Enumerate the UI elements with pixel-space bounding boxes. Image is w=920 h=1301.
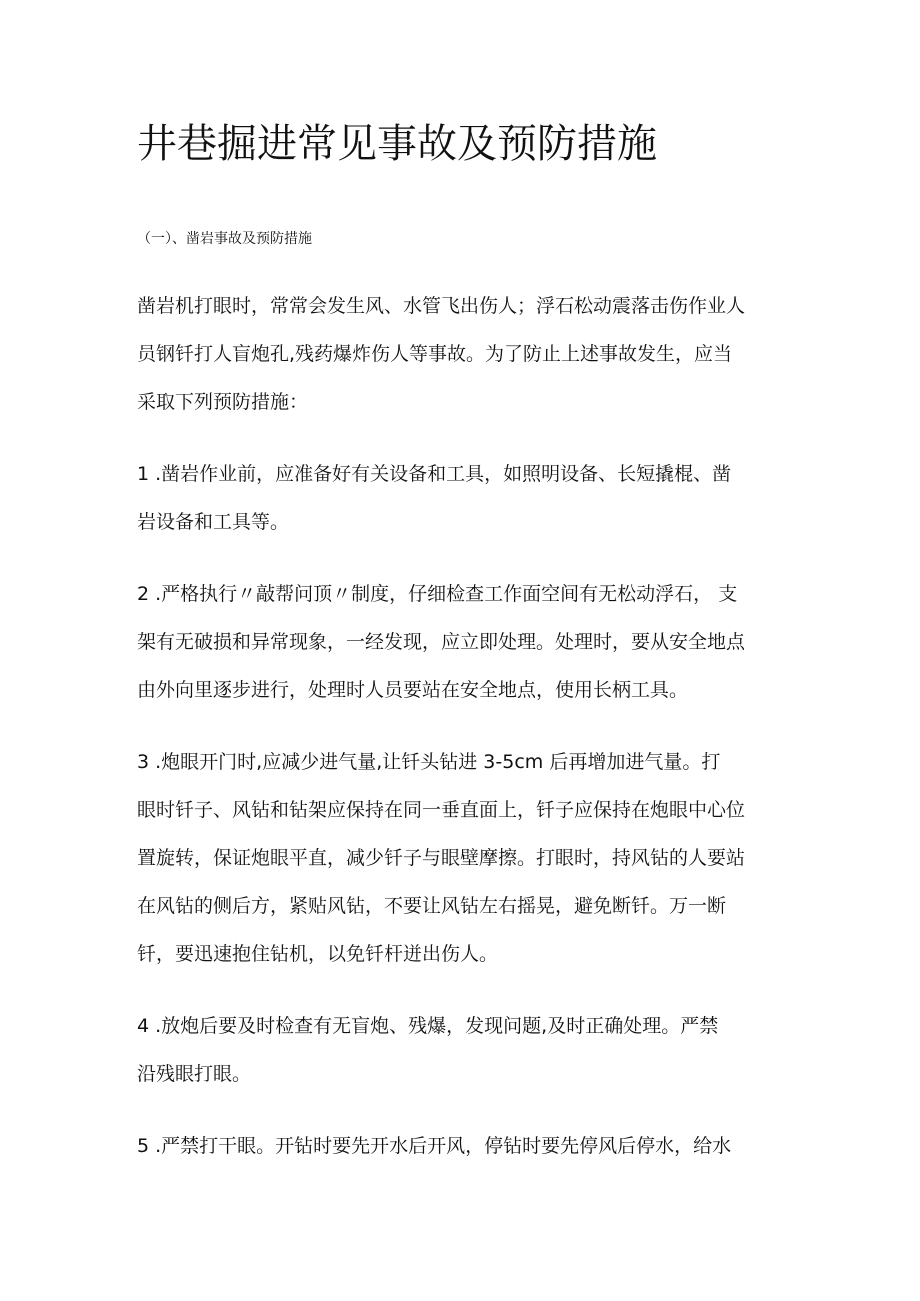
paragraph-line: 置旋转，保证炮眼平直，减少钎子与眼壁摩擦。打眼时，持风钻的人要站	[137, 847, 746, 869]
paragraph-line: 钎，要迅速抱住钻机，以免钎杆迸出伤人。	[137, 943, 499, 965]
paragraph-line: 1 .凿岩作业前，应准备好有关设备和工具，如照明设备、长短撬棍、凿	[137, 463, 732, 485]
measure-item-3	[137, 738, 787, 978]
measure-item-5	[137, 1122, 787, 1170]
paragraph-line: 员钢钎打人盲炮孔,残药爆炸伤人等事故。为了防止上述事故发生，应当	[137, 343, 733, 365]
paragraph-line: 5 .严禁打干眼。开钻时要先开水后开风，停钻时要先停风后停水，给水	[137, 1135, 732, 1157]
intro-paragraph	[137, 282, 787, 426]
measure-item-2	[137, 570, 787, 714]
paragraph-line: 眼时钎子、风钻和钻架应保持在同一垂直面上，钎子应保持在炮眼中心位	[137, 799, 746, 821]
paragraph-line: 在风钻的侧后方，紧贴风钻，不要让风钻左右摇晃，避免断钎。万一断	[137, 895, 727, 917]
document-title: 井巷掘进常见事故及预防措施	[137, 121, 657, 167]
measure-item-1	[137, 450, 787, 546]
paragraph-line: 由外向里逐步进行，处理时人员要站在安全地点，使用长柄工具。	[137, 679, 689, 701]
paragraph-line: 2 .严格执行〃敲帮问顶〃制度，仔细检查工作面空间有无松动浮石， 支	[137, 583, 738, 605]
paragraph-line: 架有无破损和异常现象，一经发现，应立即处理。处理时，要从安全地点	[137, 631, 746, 653]
paragraph-line: 4 .放炮后要及时检查有无盲炮、残爆，发现问题,及时正确处理。严禁	[137, 1015, 719, 1037]
paragraph-line: 岩设备和工具等。	[137, 511, 290, 533]
section-heading: （一）、凿岩事故及预防措施	[137, 231, 312, 247]
paragraph-line: 采取下列预防措施：	[137, 391, 309, 413]
paragraph-line: 3 .炮眼开门时,应减少进气量,让钎头钻进 3-5cm 后再增加进气量。打	[137, 751, 721, 773]
paragraph-line: 凿岩机打眼时，常常会发生风、水管飞出伤人；浮石松动震落击伤作业人	[137, 295, 746, 317]
paragraph-line: 沿残眼打眼。	[137, 1063, 252, 1085]
measure-item-4	[137, 1002, 787, 1098]
